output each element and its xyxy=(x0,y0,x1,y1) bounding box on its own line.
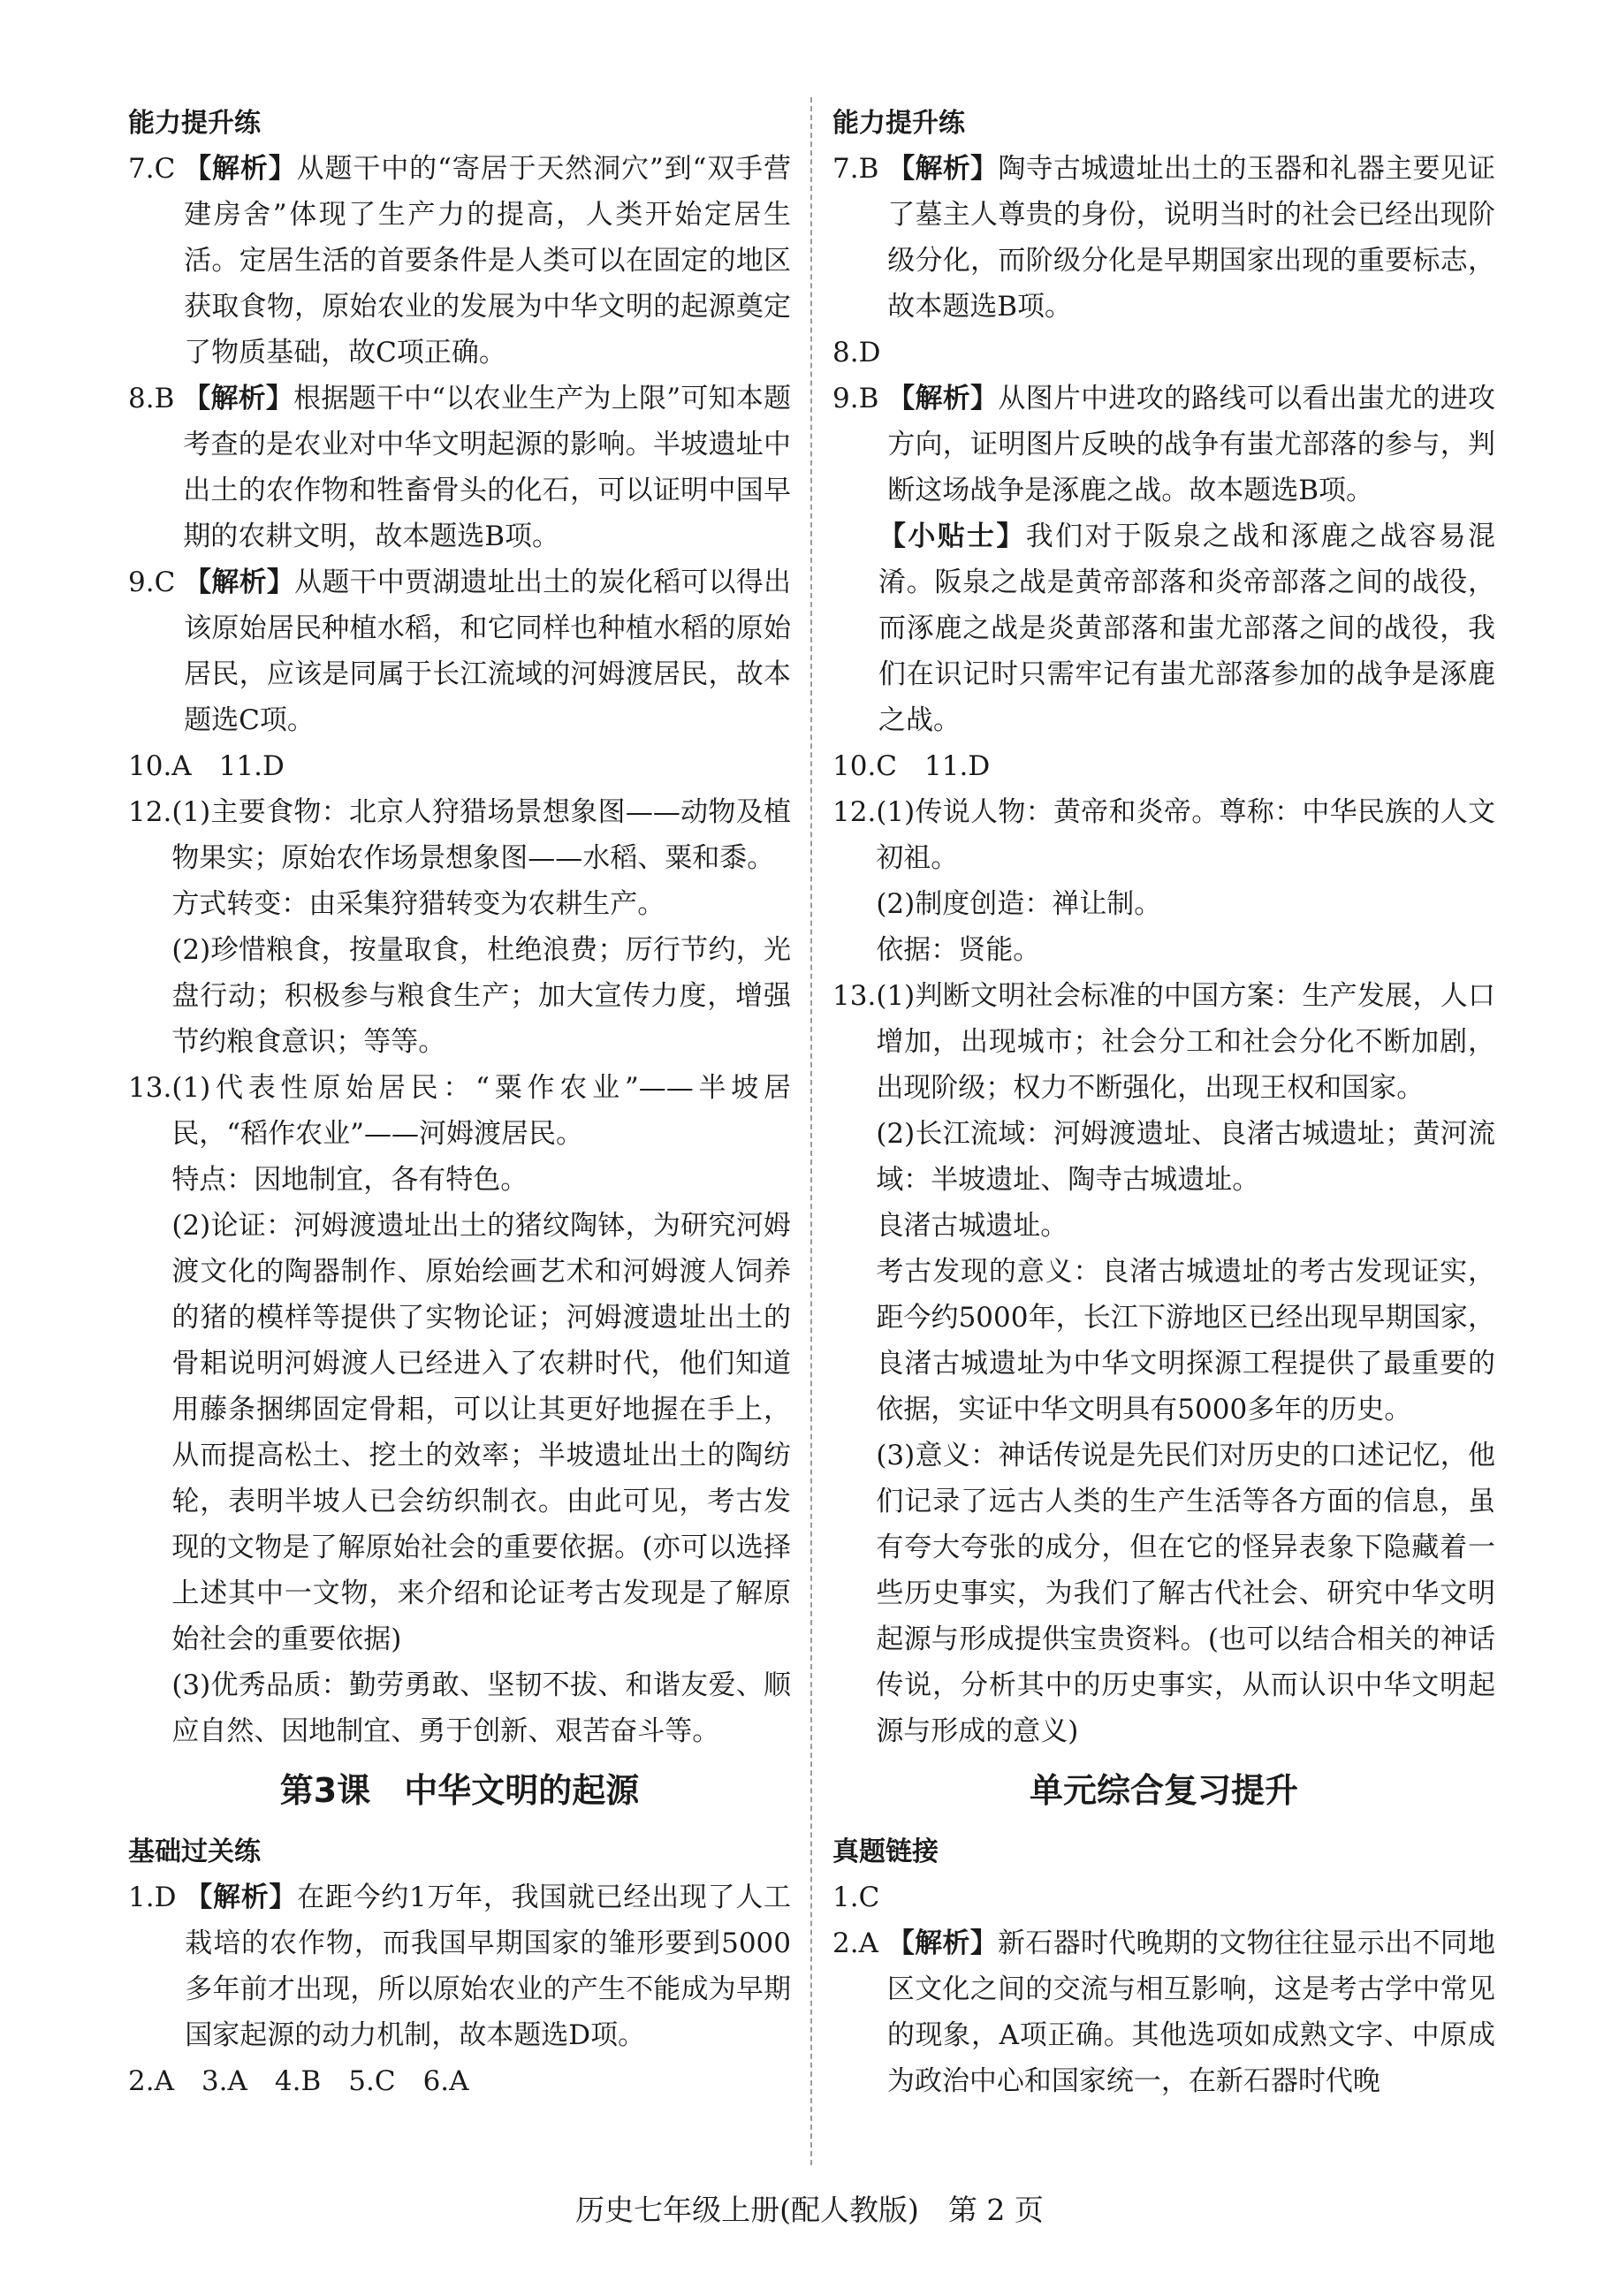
answer-text: (3)意义：神话传说是先民们对历史的口述记忆，他们记录了远古人类的生产生活等各方面的信息，虽有夸大夸张的成分，但在它的怪异表象下隐藏着一些历史事实，为我们了解古代社会、研究中华文明起源与形成提供宝贵资料。(也可以结合相关的神话传说，分析其中的历史事实，从而认识中华文明起源与形成的意义) xyxy=(876,1440,1495,1747)
answer-line xyxy=(128,743,791,789)
section-heading: 真题链接 xyxy=(832,1836,939,1867)
question-number: 7.C xyxy=(128,153,176,185)
section-heading: 能力提升练 xyxy=(832,108,965,139)
unit-title: 单元综合复习提升 xyxy=(1029,1771,1298,1810)
analysis-badge: 【解析】 xyxy=(184,566,295,598)
analysis-badge: 【解析】 xyxy=(886,1927,999,1959)
left-column xyxy=(128,102,791,2104)
question-number: 13. xyxy=(832,980,877,1012)
tip-badge: 【小贴士】 xyxy=(878,521,1026,552)
tip-box xyxy=(878,513,1495,743)
answer-line xyxy=(832,1874,1495,1920)
answer-item-12 xyxy=(832,789,1495,973)
tip-text: 我们对于阪泉之战和涿鹿之战容易混淆。阪泉之战是黄帝部落和炎帝部落之间的战役，而涿鹿之战是炎黄部落和蚩尤部落之间的战役，我们在识记时只需牢记有蚩尤部落参加的战争是涿鹿之战。 xyxy=(878,521,1495,736)
lesson-title: 第3课 中华文明的起源 xyxy=(279,1771,640,1810)
answer-item xyxy=(128,1874,791,2058)
question-number: 2.A xyxy=(832,1927,878,1959)
analysis-badge: 【解析】 xyxy=(887,383,999,414)
answer-text: 良渚古城遗址。 xyxy=(876,1210,1068,1242)
answer-item-13 xyxy=(128,1065,791,1754)
answer-text: (1)判断文明社会标准的中国方案：生产发展，人口增加，出现城市；社会分工和社会分化不断加剧，出现阶级；权力不断强化，出现王权和国家。 xyxy=(876,980,1495,1104)
answer-text: 1.C xyxy=(832,1882,880,1913)
answer-text: (2)珍惜粮食，按量取食，杜绝浪费；厉行节约，光盘行动；积极参与粮食生产；加大宣传力度，增强节约粮食意识；等等。 xyxy=(171,934,791,1058)
answer-text: 10.C 11.D xyxy=(832,750,991,782)
answer-text: 从图片中进攻的路线可以看出蚩尤的进攻方向，证明图片反映的战争有蚩尤部落的参与，判断这场战争是涿鹿之战。故本题选B项。 xyxy=(887,383,1496,506)
analysis-badge: 【解析】 xyxy=(183,383,294,414)
answer-item xyxy=(128,376,791,559)
answer-item-13 xyxy=(832,973,1495,1754)
answer-text: 新石器时代晚期的文物往往显示出不同地区文化之间的交流与相互影响，这是考古学中常见的现象，A项正确。其他选项如成熟文字、中原成为政治中心和国家统一，在新石器时代晚 xyxy=(886,1927,1496,2097)
answer-text: 考古发现的意义：良渚古城遗址的考古发现证实，距今约5000年，长江下游地区已经出现早期国家，良渚古城遗址为中华文明探源工程提供了最重要的依据，实证中华文明具有5000多年的历史。 xyxy=(876,1256,1495,1425)
answer-item xyxy=(832,146,1495,330)
question-number: 13. xyxy=(128,1072,172,1104)
question-number: 9.C xyxy=(128,566,176,598)
question-number: 12. xyxy=(128,796,172,828)
answer-line xyxy=(128,2058,791,2104)
analysis-badge: 【解析】 xyxy=(185,1882,298,1913)
question-number: 9.B xyxy=(832,383,879,414)
answer-line xyxy=(832,330,1495,376)
page-footer: 历史七年级上册(配人教版) 第 2 页 xyxy=(575,2193,1044,2227)
answer-item xyxy=(128,559,791,743)
answer-text: (1)传说人物：黄帝和炎帝。尊称：中华民族的人文初祖。 xyxy=(876,796,1495,874)
answer-text: (3)优秀品质：勤劳勇敢、坚韧不拔、和谐友爱、顺应自然、因地制宜、勇于创新、艰苦奋斗等。 xyxy=(171,1669,791,1747)
answer-item xyxy=(832,376,1495,513)
answer-item xyxy=(128,146,791,376)
answer-text: (2)长江流域：河姆渡遗址、良渚古城遗址；黄河流域：半坡遗址、陶寺古城遗址。 xyxy=(876,1118,1495,1196)
answer-text: 在距今约1万年，我国就已经出现了人工栽培的农作物，而我国早期国家的雏形要到5000多年前才出现，所以原始农业的产生不能成为早期国家起源的动力机制，故本题选D项。 xyxy=(185,1882,791,2051)
answer-text: (1)代表性原始居民：“粟作农业”——半坡居民，“稻作农业”——河姆渡居民。 xyxy=(171,1072,791,1150)
answer-item-12 xyxy=(128,789,791,1065)
section-heading: 能力提升练 xyxy=(128,108,261,139)
analysis-badge: 【解析】 xyxy=(887,153,999,185)
answer-text: 依据：贤能。 xyxy=(876,934,1041,966)
question-number: 1.D xyxy=(128,1882,177,1913)
answer-text: 特点：因地制宜，各有特色。 xyxy=(171,1164,528,1196)
answer-text: 方式转变：由采集狩猎转变为农耕生产。 xyxy=(171,888,665,920)
question-number: 7.B xyxy=(832,153,879,185)
section-heading: 基础过关练 xyxy=(128,1836,261,1867)
answer-text: (1)主要食物：北京人狩猎场景想象图——动物及植物果实；原始农作场景想象图——水稻、粟和黍。 xyxy=(171,796,791,874)
answer-text: 10.A 11.D xyxy=(128,750,285,782)
answer-text: 8.D xyxy=(832,337,881,369)
answer-text: (2)制度创造：禅让制。 xyxy=(876,888,1162,920)
answer-text: (2)论证：河姆渡遗址出土的猪纹陶钵，为研究河姆渡文化的陶器制作、原始绘画艺术和河姆渡人饲养的猪的模样等提供了实物论证；河姆渡遗址出土的骨耜说明河姆渡人已经进入了农耕时代，他们知道用藤条捆绑固定骨耜，可以让其更好地握在手上，从而提高松土、挖土的效率；半坡遗址出土的陶纺轮，表明半坡人已会纺织制衣。由此可见，考古发现的文物是了解原始社会的重要依据。(亦可以选择上述其中一文物，来介绍和论证考古发现是了解原始社会的重要依据) xyxy=(171,1210,791,1655)
question-number: 8.B xyxy=(128,383,175,414)
column-divider xyxy=(810,97,812,2165)
answer-line xyxy=(832,743,1495,789)
question-number: 12. xyxy=(832,796,877,828)
answer-text: 从题干中贾湖遗址出土的炭化稻可以得出该原始居民种植水稻，和它同样也种植水稻的原始居民，应该是同属于长江流域的河姆渡居民，故本题选C项。 xyxy=(184,566,792,736)
answer-text: 从题干中的“寄居于天然洞穴”到“双手营建房舍”体现了生产力的提高，人类开始定居生活。定居生活的首要条件是人类可以在固定的地区获取食物，原始农业的发展为中华文明的起源奠定了物质基础，故C项正确。 xyxy=(184,153,792,369)
analysis-badge: 【解析】 xyxy=(184,153,297,185)
answer-text: 2.A 3.A 4.B 5.C 6.A xyxy=(128,2065,469,2097)
answer-text: 根据题干中“以农业生产为上限”可知本题考查的是农业对中华文明起源的影响。半坡遗址中出土的农作物和牲畜骨头的化石，可以证明中国早期的农耕文明，故本题选B项。 xyxy=(183,383,792,552)
answer-item xyxy=(832,1920,1495,2104)
right-column xyxy=(832,102,1495,2104)
answer-text: 陶寺古城遗址出土的玉器和礼器主要见证了墓主人尊贵的身份，说明当时的社会已经出现阶级分化，而阶级分化是早期国家出现的重要标志，故本题选B项。 xyxy=(887,153,1496,323)
